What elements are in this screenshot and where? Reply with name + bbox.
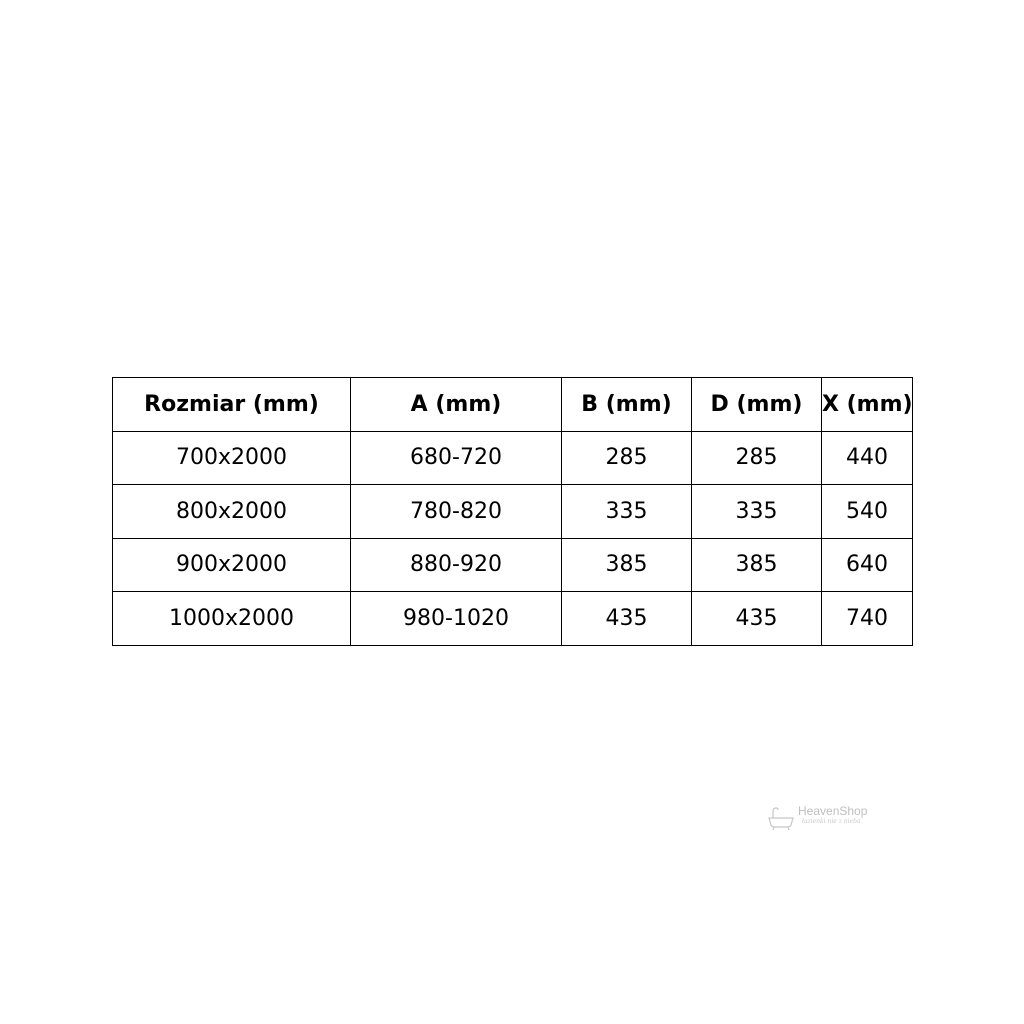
- cell-b: 285: [562, 431, 692, 485]
- header-size: Rozmiar (mm): [113, 378, 351, 432]
- cell-size: 700x2000: [113, 431, 351, 485]
- table-row: [113, 431, 913, 485]
- header-a: A (mm): [351, 378, 562, 432]
- cell-size: 800x2000: [113, 485, 351, 539]
- watermark-tagline: łazienki nie z nieba: [802, 818, 861, 825]
- cell-size: 900x2000: [113, 538, 351, 592]
- table-row: [113, 538, 913, 592]
- dimensions-table: [112, 377, 913, 646]
- cell-d: 435: [692, 592, 822, 646]
- cell-b: 335: [562, 485, 692, 539]
- cell-x: 440: [822, 431, 913, 485]
- table-row: [113, 485, 913, 539]
- header-d: D (mm): [692, 378, 822, 432]
- watermark-logo: [766, 805, 867, 831]
- dimensions-table-container: [112, 377, 912, 646]
- cell-d: 335: [692, 485, 822, 539]
- cell-x: 640: [822, 538, 913, 592]
- watermark-text: [798, 805, 867, 825]
- cell-d: 385: [692, 538, 822, 592]
- table-header-row: [113, 378, 913, 432]
- header-x: X (mm): [822, 378, 913, 432]
- cell-size: 1000x2000: [113, 592, 351, 646]
- watermark-brand: HeavenShop: [798, 804, 868, 818]
- table-row: [113, 592, 913, 646]
- cell-b: 435: [562, 592, 692, 646]
- cell-x: 740: [822, 592, 913, 646]
- cell-a: 680-720: [351, 431, 562, 485]
- cell-d: 285: [692, 431, 822, 485]
- cell-x: 540: [822, 485, 913, 539]
- cell-a: 880-920: [351, 538, 562, 592]
- cell-b: 385: [562, 538, 692, 592]
- header-b: B (mm): [562, 378, 692, 432]
- cell-a: 980-1020: [351, 592, 562, 646]
- cell-a: 780-820: [351, 485, 562, 539]
- bathtub-icon: [766, 805, 796, 831]
